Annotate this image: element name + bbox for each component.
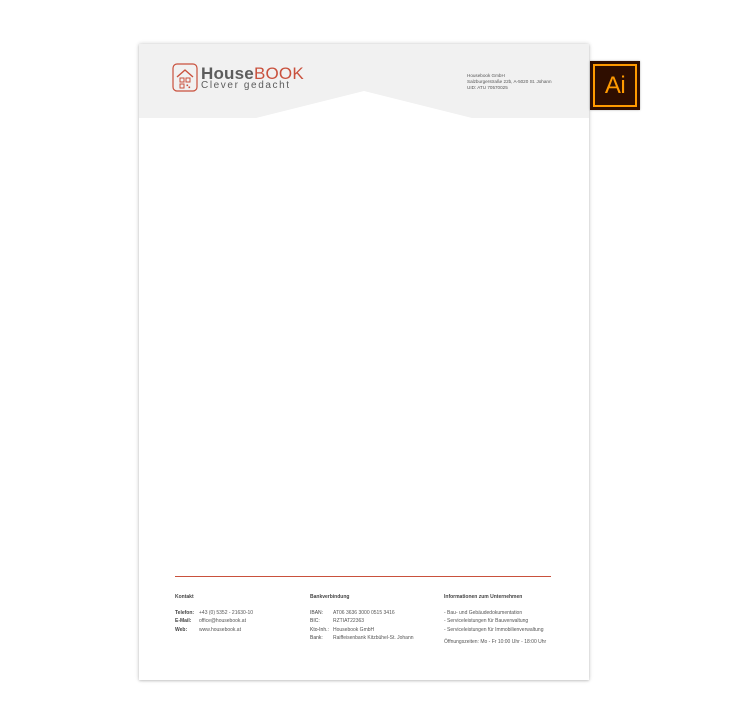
footer-bank-title: Bankverbindung [310,594,350,600]
adobe-illustrator-icon [590,61,640,110]
footer-contact-title: Kontakt [175,594,194,600]
footer-divider [175,576,551,577]
logo [172,63,304,92]
letterhead-sheet [139,44,589,680]
badge-label: Ai [604,71,626,99]
footer-contact [175,593,253,634]
footer-info-title: Informationen zum Unternehmen [444,594,523,600]
bank-row: Bank: Raiffeisenbank Kitzbühel-St. Johann [310,634,414,641]
address-line: Salzburgerstraße 22b, A-5020 St. Johann [467,79,552,84]
address-line: Housebook GmbH [467,73,505,78]
contact-row: Web: www.housebook.at [175,626,241,633]
header-address [467,73,552,91]
info-item: - Serviceleistungen für Immobilienverwaltung [444,626,544,633]
brand-name-part2: BOOK [253,63,304,83]
info-item: - Bau- und Gebäudedokumentation [444,610,523,617]
opening-hours: Öffnungszeiten: Mo - Fr 10:00 Uhr - 18:00 Uhr [444,638,547,645]
bank-row: BIC: RZTIAT22363 [310,618,365,625]
info-item: - Serviceleistungen für Bauverwaltung [444,618,529,625]
footer-info [444,593,546,646]
brand-name [201,65,304,82]
tagline: Clever gedacht [201,79,291,91]
bank-row: IBAN: AT06 3636 3000 0515 3416 [310,610,395,617]
contact-row: E-Mail: office@housebook.at [175,618,246,625]
bank-row: Kto-Inh.: Housebook GmbH [310,626,375,633]
house-qr-icon [172,63,198,92]
contact-row: Telefon: +43 (0) 5352 - 21630-10 [175,610,254,617]
footer-bank [310,593,414,642]
brand-name-part1: House [201,63,254,83]
address-line: UID: ATU 70570025 [467,85,508,90]
